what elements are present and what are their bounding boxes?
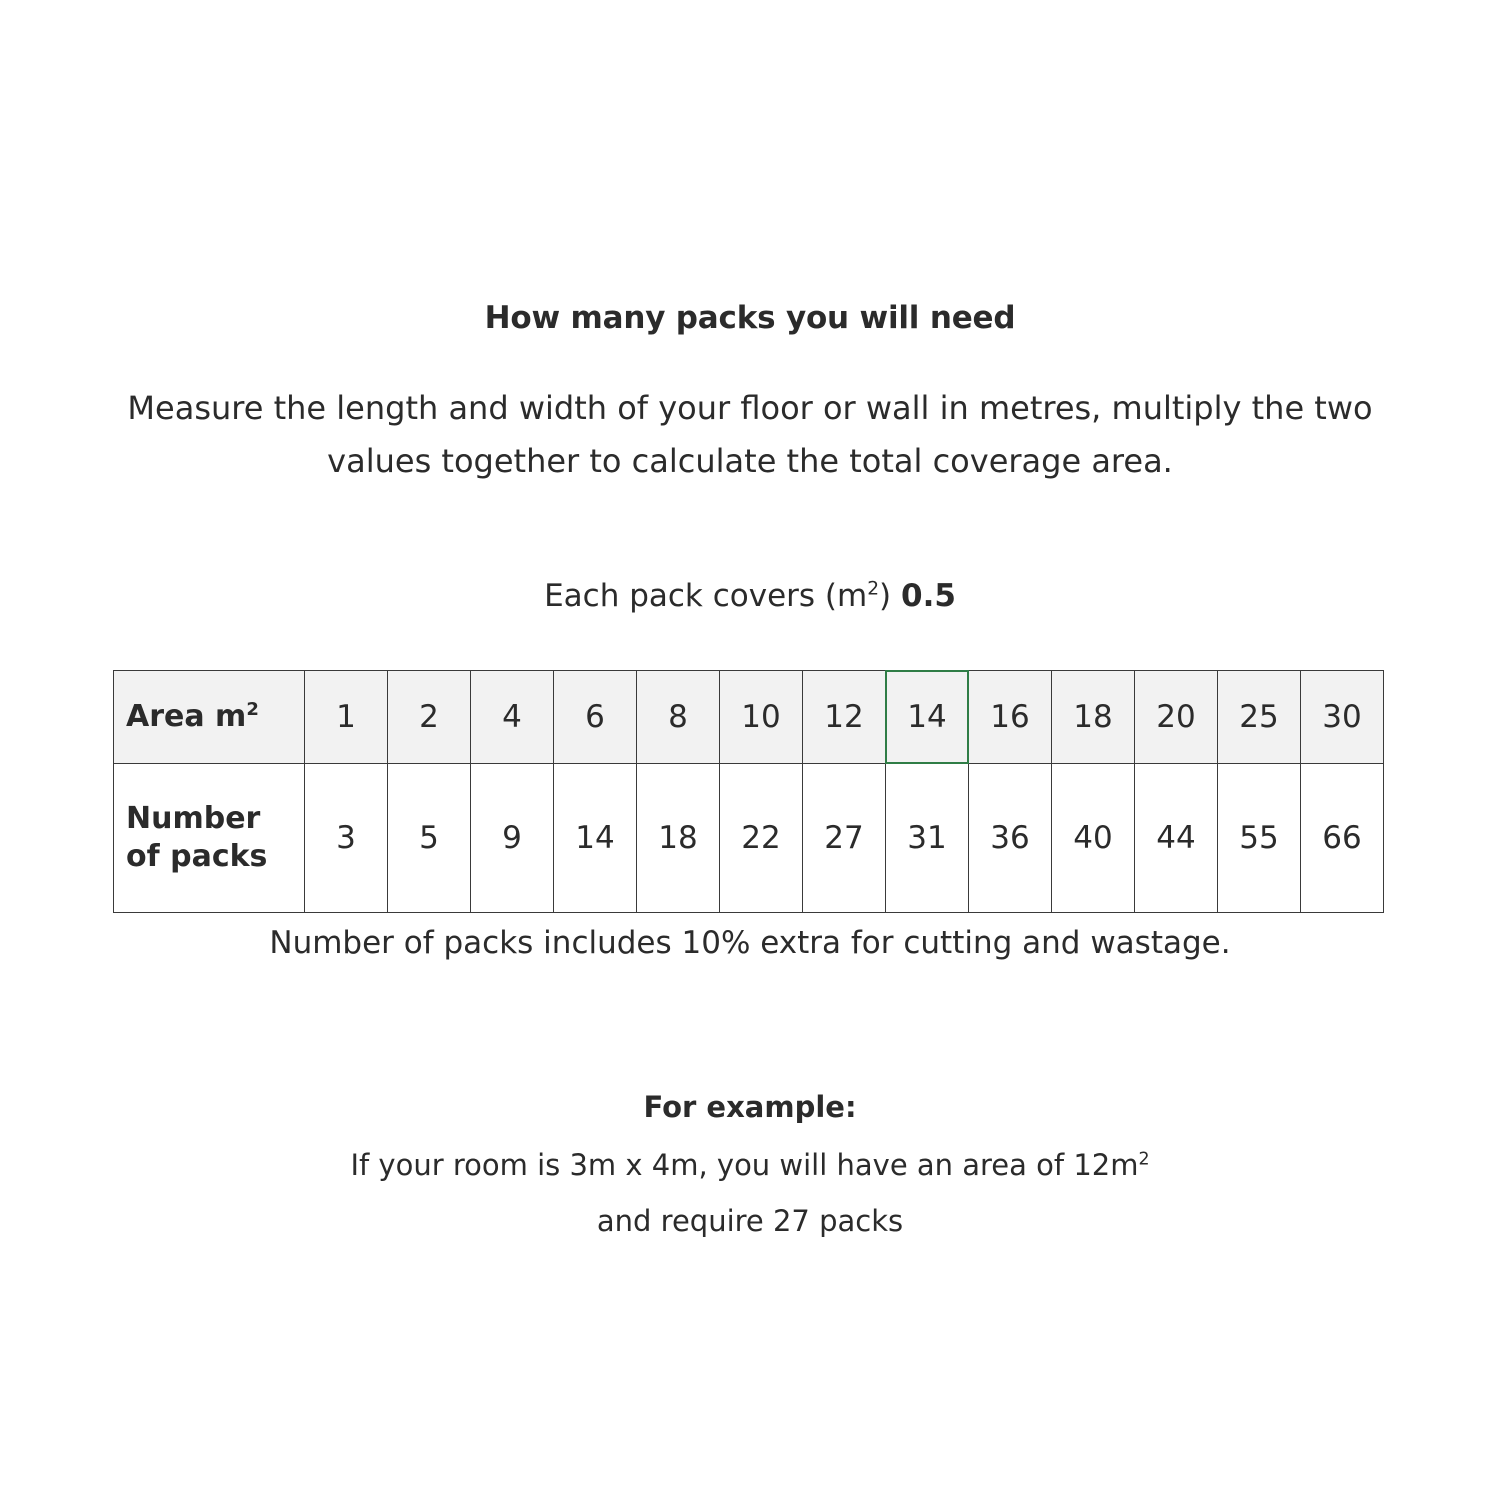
example-line-1-exponent: 2 [1138, 1149, 1150, 1170]
coverage-label-suffix: ) [879, 578, 892, 614]
area-cell-5[interactable]: 10 [720, 671, 803, 764]
coverage-line [0, 578, 1500, 614]
wastage-note: Number of packs includes 10% extra for cutting and wastage. [269, 925, 1231, 961]
area-cell-7-selected[interactable]: 14 [886, 671, 969, 764]
example-line-2: and require 27 packs [596, 1204, 904, 1238]
intro-text: Measure the length and width of your floor or wall in metres, multiply the two values together to calculate the total coverage area. [127, 389, 1373, 480]
row-header-area-text: Area m [126, 698, 247, 734]
packs-cell-12[interactable]: 66 [1301, 764, 1384, 913]
row-header-area-exponent: 2 [246, 698, 259, 720]
area-cell-8[interactable]: 16 [969, 671, 1052, 764]
area-cell-9[interactable]: 18 [1052, 671, 1135, 764]
coverage-value: 0.5 [901, 578, 956, 614]
area-cell-6[interactable]: 12 [803, 671, 886, 764]
example-title: For example: [643, 1090, 857, 1124]
area-cell-2[interactable]: 4 [471, 671, 554, 764]
packs-table [113, 670, 1384, 913]
packs-cell-4[interactable]: 18 [637, 764, 720, 913]
area-cell-12[interactable]: 30 [1301, 671, 1384, 764]
packs-cell-2[interactable]: 9 [471, 764, 554, 913]
area-cell-10[interactable]: 20 [1135, 671, 1218, 764]
area-cell-1[interactable]: 2 [388, 671, 471, 764]
packs-cell-7[interactable]: 31 [886, 764, 969, 913]
area-cell-11[interactable]: 25 [1218, 671, 1301, 764]
table-row-area [114, 671, 1384, 764]
packs-cell-8[interactable]: 36 [969, 764, 1052, 913]
packs-table-wrapper [113, 670, 1363, 913]
packs-cell-11[interactable]: 55 [1218, 764, 1301, 913]
coverage-label-prefix: Each pack covers (m [544, 578, 868, 614]
packs-cell-9[interactable]: 40 [1052, 764, 1135, 913]
row-header-packs-line2: of packs [126, 839, 268, 874]
packs-cell-10[interactable]: 44 [1135, 764, 1218, 913]
coverage-exponent: 2 [867, 578, 880, 600]
packs-cell-6[interactable]: 27 [803, 764, 886, 913]
row-header-area [114, 671, 305, 764]
packs-cell-5[interactable]: 22 [720, 764, 803, 913]
row-header-packs-line1: Number [126, 800, 261, 836]
packs-cell-3[interactable]: 14 [554, 764, 637, 913]
page-title: How many packs you will need [484, 300, 1016, 336]
example-line-1 [0, 1148, 1500, 1182]
packs-cell-1[interactable]: 5 [388, 764, 471, 913]
table-row-packs [114, 764, 1384, 913]
example-line-1-text: If your room is 3m x 4m, you will have an area of 12m [350, 1148, 1139, 1182]
row-header-packs [114, 764, 305, 913]
packs-cell-0[interactable]: 3 [305, 764, 388, 913]
area-cell-0[interactable]: 1 [305, 671, 388, 764]
area-cell-4[interactable]: 8 [637, 671, 720, 764]
area-cell-3[interactable]: 6 [554, 671, 637, 764]
